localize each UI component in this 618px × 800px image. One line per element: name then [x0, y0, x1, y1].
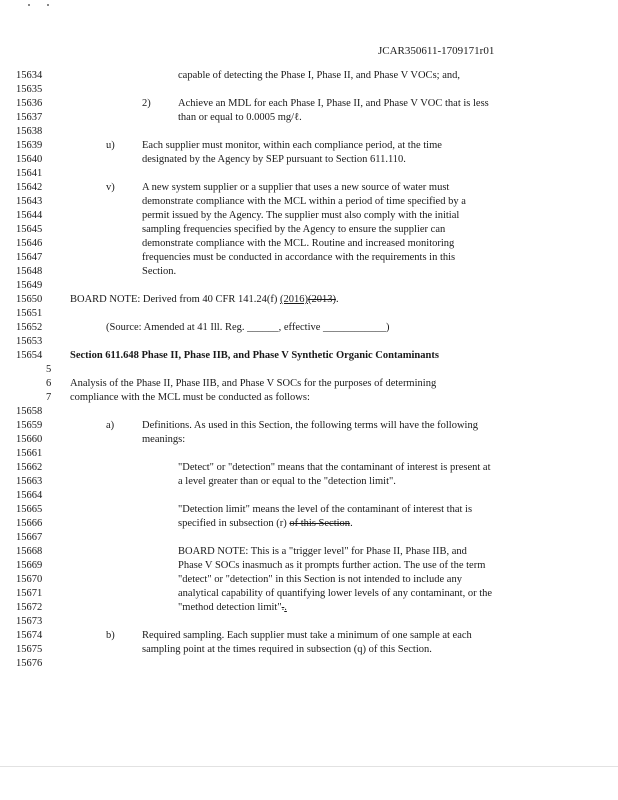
- document-id: JCAR350611-1709171r01: [378, 45, 495, 57]
- board-note: [70, 293, 339, 307]
- text-line: permit issued by the Agency. The supplier must also comply with the initial: [142, 210, 460, 221]
- text-line: Required sampling. Each supplier must take a minimum of one sample at each: [142, 630, 472, 641]
- text-line: Each supplier must monitor, within each compliance period, at the time: [142, 140, 442, 151]
- item-label: v): [106, 182, 115, 193]
- board-note-end: .: [335, 294, 339, 305]
- text-line: Section.: [142, 266, 177, 277]
- scan-mark: [28, 4, 30, 6]
- line-number: 15663: [16, 476, 43, 487]
- line-number: 15667: [16, 532, 43, 543]
- text-line: sampling frequencies specified by the Agency to ensure the supplier can: [142, 224, 446, 235]
- line-number: 15672: [16, 602, 43, 613]
- text-line: [178, 517, 353, 531]
- line-number: 15670: [16, 574, 43, 585]
- line-number: 15658: [16, 406, 43, 417]
- text-line: Phase V SOCs inasmuch as it prompts further action. The use of the term: [178, 560, 486, 571]
- text-line: "Detect" or "detection" means that the contaminant of interest is present at: [178, 462, 491, 473]
- text-line: A new system supplier or a supplier that uses a new source of water must: [142, 182, 450, 193]
- line-number: 15639: [16, 140, 43, 151]
- scan-mark: [47, 4, 49, 6]
- line-number: 15661: [16, 448, 43, 459]
- text-line: BOARD NOTE: This is a "trigger level" for Phase II, Phase IIB, and: [178, 546, 467, 557]
- line-number: 6: [46, 378, 52, 389]
- line-number: 15665: [16, 504, 43, 515]
- line-number: 15638: [16, 126, 43, 137]
- text-line: analytical capability of quantifying lower levels of any contaminant, or the: [178, 588, 493, 599]
- page-edge-divider: [0, 766, 618, 767]
- inserted-text: (2016): [279, 294, 308, 305]
- text-segment: specified in subsection (r): [178, 518, 290, 529]
- line-number: 15653: [16, 336, 43, 347]
- line-number: 15660: [16, 434, 43, 445]
- line-number: 7: [46, 392, 52, 403]
- text-line: designated by the Agency by SEP pursuant to Section 611.110.: [142, 154, 406, 165]
- line-number: 15645: [16, 224, 43, 235]
- text-line: Achieve an MDL for each Phase I, Phase II, and Phase V VOC that is less: [178, 98, 489, 109]
- line-number: 15674: [16, 630, 43, 641]
- text-line: compliance with the MCL must be conducted as follows:: [70, 392, 310, 403]
- deleted-text: (2013): [307, 294, 336, 305]
- line-number: 15642: [16, 182, 43, 193]
- line-number: 15634: [16, 70, 43, 81]
- line-number: 15659: [16, 420, 43, 431]
- line-number: 15643: [16, 196, 43, 207]
- line-number: 15644: [16, 210, 43, 221]
- text-line: demonstrate compliance with the MCL. Routine and increased monitoring: [142, 238, 455, 249]
- deleted-text: of this Section: [289, 518, 351, 529]
- text-line: demonstrate compliance with the MCL within a period of time specified by a: [142, 196, 466, 207]
- item-label: 2): [142, 98, 151, 109]
- text-line: [178, 601, 287, 615]
- line-number: 15676: [16, 658, 43, 669]
- line-number: 15675: [16, 644, 43, 655]
- text-line: capable of detecting the Phase I, Phase II, and Phase V VOCs; and,: [178, 70, 460, 81]
- line-number: 15637: [16, 112, 43, 123]
- text-line: "Detection limit" means the level of the contaminant of interest that is: [178, 504, 473, 515]
- item-label: a): [106, 420, 115, 431]
- line-number: 15668: [16, 546, 43, 557]
- line-number: 15640: [16, 154, 43, 165]
- board-note-text: BOARD NOTE: Derived from 40 CFR 141.24(f): [70, 294, 280, 305]
- item-label: u): [106, 140, 115, 151]
- line-number: 15652: [16, 322, 43, 333]
- line-number: 15636: [16, 98, 43, 109]
- text-line: a level greater than or equal to the "detection limit".: [178, 476, 396, 487]
- text-line: sampling point at the times required in subsection (q) of this Section.: [142, 644, 432, 655]
- source-note: (Source: Amended at 41 Ill. Reg. ______, effective ____________): [106, 322, 390, 333]
- line-number: 15671: [16, 588, 43, 599]
- text-line: than or equal to 0.0005 mg/ℓ.: [178, 112, 302, 123]
- text-line: Definitions. As used in this Section, the following terms will have the following: [142, 420, 478, 431]
- line-number: 15669: [16, 560, 43, 571]
- line-number: 15651: [16, 308, 43, 319]
- deleted-text: .: [281, 602, 285, 613]
- section-heading: Section 611.648 Phase II, Phase IIB, and Phase V Synthetic Organic Contaminants: [70, 350, 439, 361]
- line-number: 15649: [16, 280, 43, 291]
- item-label: b): [106, 630, 115, 641]
- line-number: 15635: [16, 84, 43, 95]
- line-number: 15650: [16, 294, 43, 305]
- text-line: meanings:: [142, 434, 186, 445]
- text-line: "detect" or "detection" in this Section is not intended to include any: [178, 574, 462, 585]
- line-number: 15673: [16, 616, 43, 627]
- line-number: 15666: [16, 518, 43, 529]
- line-number: 15648: [16, 266, 43, 277]
- text-line: Analysis of the Phase II, Phase IIB, and Phase V SOCs for the purposes of determining: [70, 378, 437, 389]
- inserted-text: .: [284, 602, 287, 613]
- line-number: 15647: [16, 252, 43, 263]
- text-segment: .: [350, 518, 353, 529]
- line-number: 5: [46, 364, 52, 375]
- line-number: 15662: [16, 462, 43, 473]
- text-segment: "method detection limit": [178, 602, 282, 613]
- line-number: 15654: [16, 350, 43, 361]
- line-number: 15641: [16, 168, 43, 179]
- line-number: 15664: [16, 490, 43, 501]
- text-line: frequencies must be conducted in accordance with the requirements in this: [142, 252, 456, 263]
- line-number: 15646: [16, 238, 43, 249]
